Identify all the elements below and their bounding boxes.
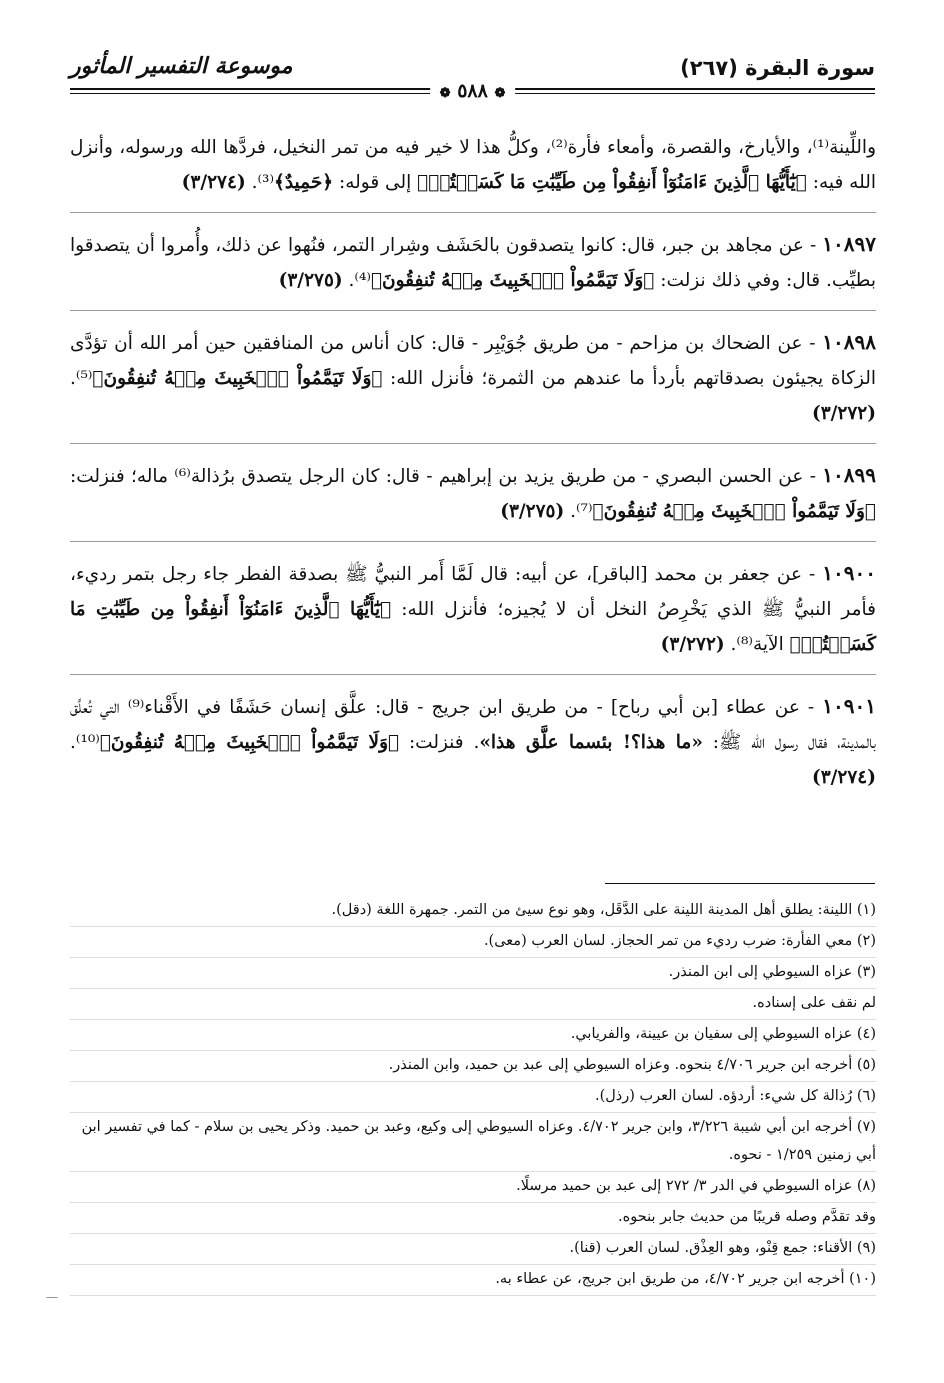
volume-ref: (٣/٢٧٤) xyxy=(181,172,246,193)
page-header xyxy=(70,52,875,108)
footnote-separator xyxy=(605,883,875,884)
entry-number: ١٠٩٠٠ xyxy=(822,561,876,585)
footnote: (٧) أخرجه ابن أبي شيبة ٣/٢٢٦، وابن جرير ٤/٧٠٢. وعزاه السيوطي إلى وكيع، وعبد بن حميد. وذكر يحيى بن سلام - كما في تفسير ابن أبي زمنين ١/٢٥٩ - نحوه. xyxy=(70,1113,876,1172)
page-number xyxy=(430,80,516,102)
footnote: (١) اللينة: يطلق أهل المدينة اللينة على الدَّقَل، وهو نوع سيئ من التمر. جمهرة اللغة (دقل). xyxy=(70,896,876,927)
footnote-marker: ⁽⁵⁾. xyxy=(70,368,93,389)
quran-verse: ﴿وَلَا تَيَمَّمُواْ ٱلۡخَبِيثَ مِنۡهُ تُنفِقُونَ﴾ xyxy=(92,368,383,389)
footnote: وقد تقدَّم وصله قريبًا من حديث جابر بنحوه. xyxy=(70,1203,876,1234)
hadith-quote: «ما هذا؟! بئسما علَّق هذا» xyxy=(479,732,703,753)
entry-number: ١٠٨٩٨ xyxy=(822,330,877,354)
footnote: (٨) عزاه السيوطي في الدر ٣/ ٢٧٢ إلى عبد بن حميد مرسلًا. xyxy=(70,1172,876,1203)
main-text xyxy=(70,130,876,821)
footnote: (٤) عزاه السيوطي إلى سفيان بن عيينة، والفريابي. xyxy=(70,1020,876,1051)
footnote: (٥) أخرجه ابن جرير ٤/٧٠٦ بنحوه. وعزاه السيوطي إلى عبد بن حميد، وابن المنذر. xyxy=(70,1051,876,1082)
paragraph-text: واللِّينة⁽¹⁾، والأيارخ، والقصرة، وأمعاء فأرة⁽²⁾، وكلُّ هذا لا خير فيه من تمر النخيل، فردَّها الله ورسوله، وأنزل الله فيه: xyxy=(70,137,877,193)
quran-verse: ﴿حَمِيدٌ﴾ xyxy=(273,172,334,193)
entry-number: ١٠٨٩٩ xyxy=(822,463,876,487)
paragraph xyxy=(70,130,876,213)
footnote-marker: ⁽⁷⁾. xyxy=(564,501,593,522)
margin-mark: — xyxy=(46,1290,58,1304)
footnote-marker: ⁽⁴⁾. xyxy=(342,270,371,291)
footnote: (٢) معي الفأرة: ضرب رديء من تمر الحجاز. لسان العرب (معى). xyxy=(70,927,876,958)
footnote: (٣) عزاه السيوطي إلى ابن المنذر. xyxy=(70,958,876,989)
entry-number: ١٠٨٩٧ xyxy=(822,232,876,256)
paragraph-text: . فنزلت: xyxy=(399,732,480,753)
paragraph xyxy=(70,458,876,542)
paragraph-text: الآية xyxy=(752,634,790,655)
volume-ref: (٣/٢٧٢) xyxy=(811,403,876,424)
footnote: (٦) رُذالة كل شيء: أردؤه. لسان العرب (رذل). xyxy=(70,1082,876,1113)
paragraph xyxy=(70,689,876,807)
ornament-icon: ❁ xyxy=(494,86,506,101)
paragraph xyxy=(70,556,876,675)
footnote-marker: ⁽⁸⁾. xyxy=(724,634,753,655)
paragraph-text: - عن الضحاك بن مزاحم - من طريق جُوَيْبِر - قال: كان أناس من المنافقين حين أمر الله أن تؤدَّى الزكاة يجيئون بصدقاتهم بأردأ ما عندهم من الثمرة؛ فأنزل الله: xyxy=(70,333,876,389)
paragraph-text: - عن الحسن البصري - من طريق يزيد بن إبراهيم - قال: كان الرجل يتصدق برُذالة⁽⁶⁾ ماله؛ فنزلت: xyxy=(70,466,823,487)
volume-ref: (٣/٢٧٥) xyxy=(278,270,343,291)
paragraph xyxy=(70,325,876,444)
volume-ref: (٣/٢٧٥) xyxy=(500,501,565,522)
footnote-marker: ⁽¹⁰⁾. xyxy=(70,732,100,753)
paragraph-text: إلى قوله: xyxy=(333,172,418,193)
entry-number: ١٠٩٠١ xyxy=(822,694,876,718)
volume-ref: (٣/٢٧٢) xyxy=(660,634,725,655)
footnotes xyxy=(70,896,876,1296)
paragraph-text: - عن مجاهد بن جبر، قال: كانوا يتصدقون بالحَشَف وشِرار التمر، فنُهوا عن ذلك، وأُمروا أن يتصدقوا بطيِّب. قال: وفي ذلك نزلت: xyxy=(70,235,876,291)
quran-verse: ﴿وَلَا تَيَمَّمُواْ ٱلۡخَبِيثَ مِنۡهُ تُنفِقُونَ﴾ xyxy=(592,501,876,522)
footnote-marker: ⁽³⁾. xyxy=(245,172,274,193)
quran-verse: ﴿يَٰٓأَيُّهَا ٱلَّذِينَ ءَامَنُوٓاْ أَنفِقُواْ مِن طَيِّبَٰتِ مَا كَسَبۡتُمۡ﴾ xyxy=(70,599,876,655)
footnote: (١٠) أخرجه ابن جرير ٤/٧٠٢، من طريق ابن جريج، عن عطاء به. xyxy=(70,1265,876,1296)
quran-verse: ﴿وَلَا تَيَمَّمُواْ ٱلۡخَبِيثَ مِنۡهُ تُنفِقُونَ﴾ xyxy=(370,270,655,291)
quran-verse: ﴿وَلَا تَيَمَّمُواْ ٱلۡخَبِيثَ مِنۡهُ تُنفِقُونَ﴾ xyxy=(99,732,400,753)
surah-heading: سورة البقرة (٢٦٧) xyxy=(680,56,875,80)
book-title: موسوعة التفسير المأثور xyxy=(70,54,293,79)
page-number-value: ٥٨٨ xyxy=(457,80,488,102)
volume-ref: (٣/٢٧٤) xyxy=(811,767,876,788)
footnote: لم نقف على إسناده. xyxy=(70,989,876,1020)
paragraph-text: - عن عطاء [بن أبي رباح] - من طريق ابن جريج - قال: علَّق إنسان حَشَفًا في الأَقْناء⁽⁹⁾ التي تُعلَّق بالمدينة، فقال رسول الله ﷺ: xyxy=(70,697,876,753)
footnote: (٩) الأقناء: جمع قِنْو، وهو العِذْق. لسان العرب (قنا). xyxy=(70,1234,876,1265)
ornament-icon: ❁ xyxy=(439,86,451,101)
quran-verse: ﴿يَٰٓأَيُّهَا ٱلَّذِينَ ءَامَنُوٓاْ أَنفِقُواْ مِن طَيِّبَٰتِ مَا كَسَبۡتُمۡ﴾ xyxy=(417,172,807,193)
paragraph xyxy=(70,227,876,311)
paragraph-text: - عن جعفر بن محمد [الباقر]، عن أبيه: قال لَمَّا أَمر النبيُّ ﷺ بصدقة الفطر جاء رجل بتمر رديء، فأمر النبيُّ ﷺ الذي يَخْرِصُ النخل أن لا يُجيزه؛ فأنزل الله: xyxy=(70,564,877,620)
